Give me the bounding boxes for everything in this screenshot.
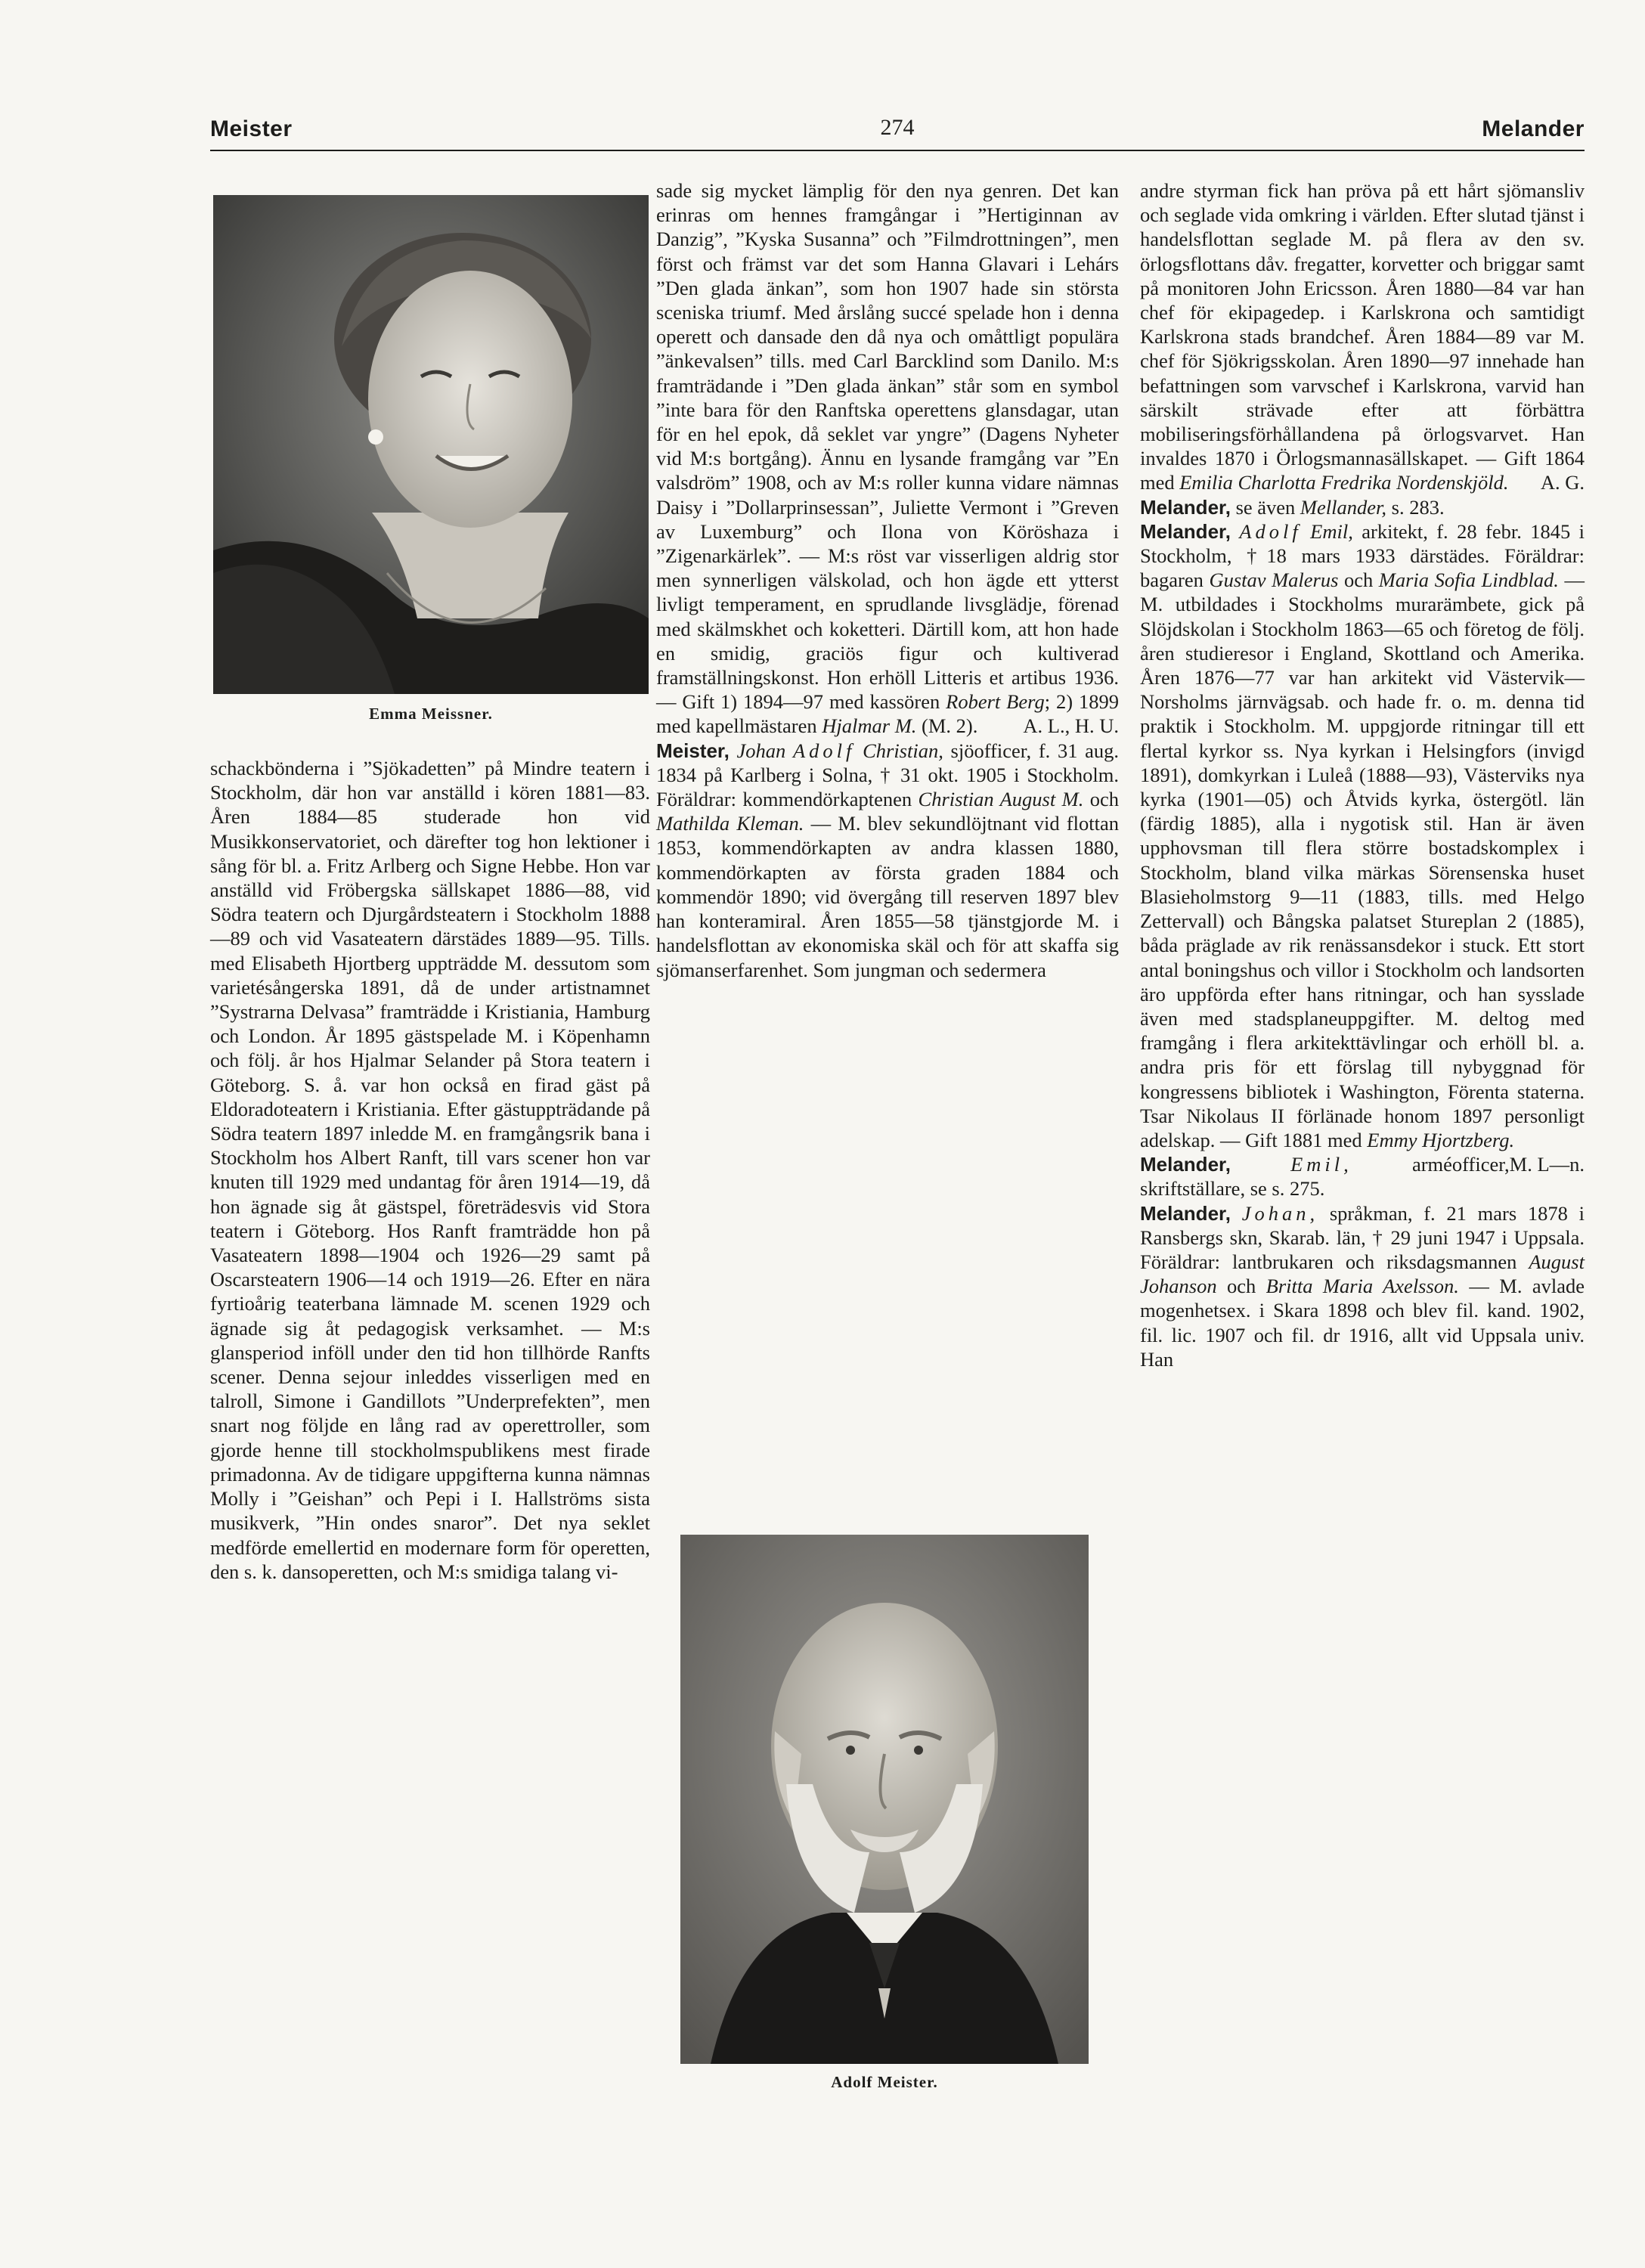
spouse-name: Emilia Charlotta Fredrika Nordenskjöld. (1179, 471, 1509, 494)
text-run: språkman, f. 21 mars 1878 i Ransbergs skn, Skarab. län, † 29 juni 1947 i Uppsala. Föräldrar: lantbrukaren och riksdagsmannen (1140, 1201, 1585, 1273)
given-name: Emil, (1310, 519, 1353, 543)
entry-melander-johan (1140, 1201, 1585, 1371)
parent-name: Christian August M. (918, 788, 1084, 811)
text-run: (M. 2). (916, 714, 978, 738)
given-name-spaced: Johan, (1241, 1201, 1319, 1225)
page-number: 274 (880, 115, 915, 140)
portrait-emma-illustration (213, 195, 649, 694)
text-run: och (1216, 1275, 1266, 1298)
given-name-spaced: Adolf (792, 739, 856, 762)
entry-headword: Melander, (1140, 1153, 1231, 1176)
entry-headword: Meister, (656, 739, 730, 762)
paragraph-meissner-continued: schackbönderna i ”Sjökadetten” på Mindre teatern i Stockholm, där hon var anställd i kören 1881—83. Åren 1884—85 studerade hon vid Musikkonservatoriet, och därefter tog hon lektioner i sång för bl. a. Fritz Arlberg och Signe Hebbe. Hon var anställd vid Fröbergska sällskapet 1886—88, vid Södra teatern och Djurgårdsteatern i Stockholm 1888—89 och vid Vasateatern därstädes 1889—95. Tills. med Elisabeth Hjortberg uppträdde M. dessutom som varietésångerska 1891, då de under artistnamnet ”Systrarna Delvasa” framträdde i Kristiania, Hamburg och London. År 1895 gästspelade M. i Köpenhamn och följ. år hos Hjalmar Selander på Stora teatern i Göteborg. S. å. var hon också en firad gäst på Eldoradoteatern i Kristiania. Efter gästuppträdande på Södra teatern 1897 inledde M. en framgångsrik bana i Stockholm hos Albert Ranft, till vars scener hon var knuten till 1929 med undantag för åren 1914—19, då hon ägnade sig åt gästspel, företrädesvis vid Stora teatern i Göteborg. Hos Ranft framträdde hon på Vasateatern 1898—1904 och 1926—29 samt på Oscarsteatern 1906—14 och 1919—26. Efter en nära fyrtioårig teaterbana lämnade M. scenen 1929 och ägnade sig åt pedagogisk verksamhet. — M:s glansperiod inföll under den tid hon tillhörde Ranfts scener. Denna sejour inleddes visserligen med en talroll, Simone i Gandillots ”Underprefekten”, men snart nog följde en lång rad av operettroller, som gjorde henne till stockholmspublikens mest firade primadonna. Av de tidigare uppgifterna kunna nämnas Molly i ”Geishan” och Pepi i I. Hallströms sista musikverk, ”Hin ondes snaror”. Det nya seklet medförde emellertid en modernare form för operetten, den s. k. dansoperetten, och M:s smidiga talang vi- (210, 757, 650, 1583)
entry-melander-crossref (1140, 495, 1585, 519)
author-signature: M. L—n. (1509, 1153, 1585, 1176)
caption-adolf-meister: Adolf Meister. (831, 2073, 938, 2091)
text-run: och (1083, 788, 1120, 811)
parent-name: Britta Maria Axelsson. (1266, 1275, 1459, 1298)
given-name: Christian, (863, 739, 943, 762)
parent-name: Maria Sofia Lindblad. (1378, 569, 1559, 592)
spouse-name: Robert Berg (946, 690, 1045, 714)
given-name: Johan (736, 739, 786, 762)
text-run: — M. utbildades i Stockholms murarämbete, gick på Slöjdskolan i Stockholm 1863—65 och företog de följ. åren studieresor i England, Skottland och Amerika. Åren 1876—77 var han arkitekt vid Västervik—Norsholms järnvägsab. och hade fr. o. m. denna tid praktik i Stockholm. M. uppgjorde ritningar till ett flertal kyrkor ss. Nya kyrkan i Helsingfors (invigd 1891), domkyrkan i Luleå (1888—93), Västerviks nya kyrka (1901—05) och Åtvids kyrka, östergötl. län (färdig 1885), alla i nygotisk stil. Han är även upphovsman till flera större bostadskomplex i Stockholm, bland vilka märkas Sörensenska huset Blasieholmstorg 9—11 (1883, tills. med Helgo Zettervall) och Bångska palatset Stureplan 2 (1885), båda präglade av rik renässansdekor i stuck. Ett stort antal boningshus och villor i Stockholm och landsorten äro uppförda efter hans ritningar, och han sysslade även med stadsplaneuppgifter. M. deltog med framgång i flera arkitekttävlingar och erhöll bl. a. andra pris för ett förslag till nybyggnad för kongressens bibliotek i Washington, Förenta staterna. Tsar Nikolaus II förlänade honom 1897 personligt adelskap. — Gift 1881 med (1140, 569, 1585, 1151)
paragraph-meister-end (1140, 178, 1585, 495)
column-3 (1140, 178, 1585, 1371)
text-run: — M. avlade mogenhetsex. i Skara 1898 och blev fil. kand. 1902, fil. lic. 1907 och fil. dr 1916, allt vid Uppsala univ. Han (1140, 1275, 1585, 1371)
parent-name: Mathilda Kleman. (656, 812, 804, 835)
cross-reference: Mellander, (1300, 495, 1386, 519)
parent-name: Gustav Malerus (1209, 569, 1339, 592)
caption-emma-meissner: Emma Meissner. (369, 705, 493, 723)
text-run: och (1338, 569, 1379, 592)
entry-melander-adolf-emil (1140, 519, 1585, 1176)
entry-meister-johan-adolf (656, 739, 1119, 982)
author-signature: A. G. (1540, 471, 1585, 494)
paragraph-meissner-end (656, 178, 1119, 739)
header-left-keyword: Meister (210, 116, 293, 141)
text-run: andre styrman fick han pröva på ett hårt sjömansliv och seglade vida omkring i världen. Efter slutad tjänst i handelsflottan seglade M. på flera av den sv. örlogsflottans dåv. fregatter, korvetter och briggar samt på monitoren John Ericsson. Åren 1880—84 var han chef för ekipagedep. i Karlskrona och samtidigt Karlskrona stads brandchef. Åren 1884—89 var M. chef för Sjökrigsskolan. Åren 1890—97 innehade han befattningen som varvschef i Karlskrona, varvid han särskilt strävade efter att förbättra mobiliseringsförhållandena på örlogsvarvet. Han invaldes 1870 i Örlogsmannasällskapet. — Gift 1864 med (1140, 179, 1585, 494)
text-run: ; 2) 1899 med kapellmästaren (656, 690, 1119, 738)
text-run: — M. blev sekundlöjtnant vid flottan 1853, kommendörkapten av andra klassen 1880, kommendörkapten av första graden 1884 och kommendör 1890; vid övergång till reserven 1897 blev han konteramiral. Åren 1855—58 tjänstgjorde M. i handelsflottan av ekonomiska skäl och för att skaffa sig sjömanserfarenhet. Som jungman och sedermera (656, 812, 1119, 981)
text-run: sjöofficer, f. 31 aug. 1834 på Karlberg i Solna, † 31 okt. 1905 i Stockholm. Föräldrar: kommendörkaptenen (656, 739, 1120, 811)
text-run: arkitekt, f. 28 febr. 1845 i Stockholm, †18 mars 1933 därstädes. Föräldrar: bagaren (1140, 519, 1585, 592)
portrait-adolf-illustration (680, 1535, 1089, 2064)
text-run: arméofficer, skriftställare, se s. 275. (1140, 1153, 1510, 1201)
text-run: se även (1230, 495, 1300, 519)
entry-headword: Melander, (1140, 495, 1231, 519)
entry-headword: Melander, (1140, 519, 1231, 543)
spouse-name: Hjalmar M. (822, 714, 917, 738)
parent-name: August Johanson (1140, 1250, 1585, 1298)
portrait-emma-meissner (213, 195, 649, 694)
spouse-name: Emmy Hjortzberg. (1367, 1128, 1515, 1151)
given-name-spaced: Adolf (1239, 519, 1302, 543)
text-run: s. 283. (1386, 495, 1445, 519)
running-header (210, 112, 1585, 151)
text-run: sade sig mycket lämplig för den nya genren. Det kan erinras om hennes framgångar i ”Hertiginnan av Danzig”, ”Kyska Susanna” och ”Filmdrottningen”, men först och främst var det som Hanna Glavari i Lehárs ”Den glada änkan”, som hon 1907 hade sin största sceniska triumf. Med årslång succé spelade hon i denna operett och dansade den då nya och omåttligt populära ”änkevalsen” tills. med Carl Barcklind som Danilo. M:s framträdande i ”Den glada änkan” står som en symbol ”inte bara för den Ranftska operettens glansdagar, utan för en hel epok, då seklet var yngre” (Dagens Nyheter vid M:s bortgång). Ännu en lysande framgång var ”En valsdröm” 1908, och av M:s roller kunna vidare nämnas Daisy i ”Dollarprinsessan”, Juliette Vermont i ”Greven av Luxemburg” och Ilona von Köröshaza i ”Zigenarkärlek”. — M:s röst var visserligen aldrig stor men synnerligen välskolad, och hon ägde ett ytterst livligt temperament, en sprudlande livsglädje, förenad med skälmskhet och koketteri. Därtill kom, att hon hade en smidig, graciös figur och kultiverad framställningskonst. Hon erhöll Litteris et artibus 1936. — Gift 1) 1894—97 med kassören (656, 179, 1119, 714)
entry-headword: Melander, (1140, 1201, 1231, 1225)
author-signature: A. L., H. U. (1023, 714, 1119, 738)
column-2 (656, 178, 1119, 982)
header-right-keyword: Melander (1482, 116, 1585, 141)
portrait-adolf-meister (680, 1535, 1089, 2064)
column-1 (210, 756, 650, 1584)
given-name-spaced: Emil, (1290, 1153, 1352, 1176)
